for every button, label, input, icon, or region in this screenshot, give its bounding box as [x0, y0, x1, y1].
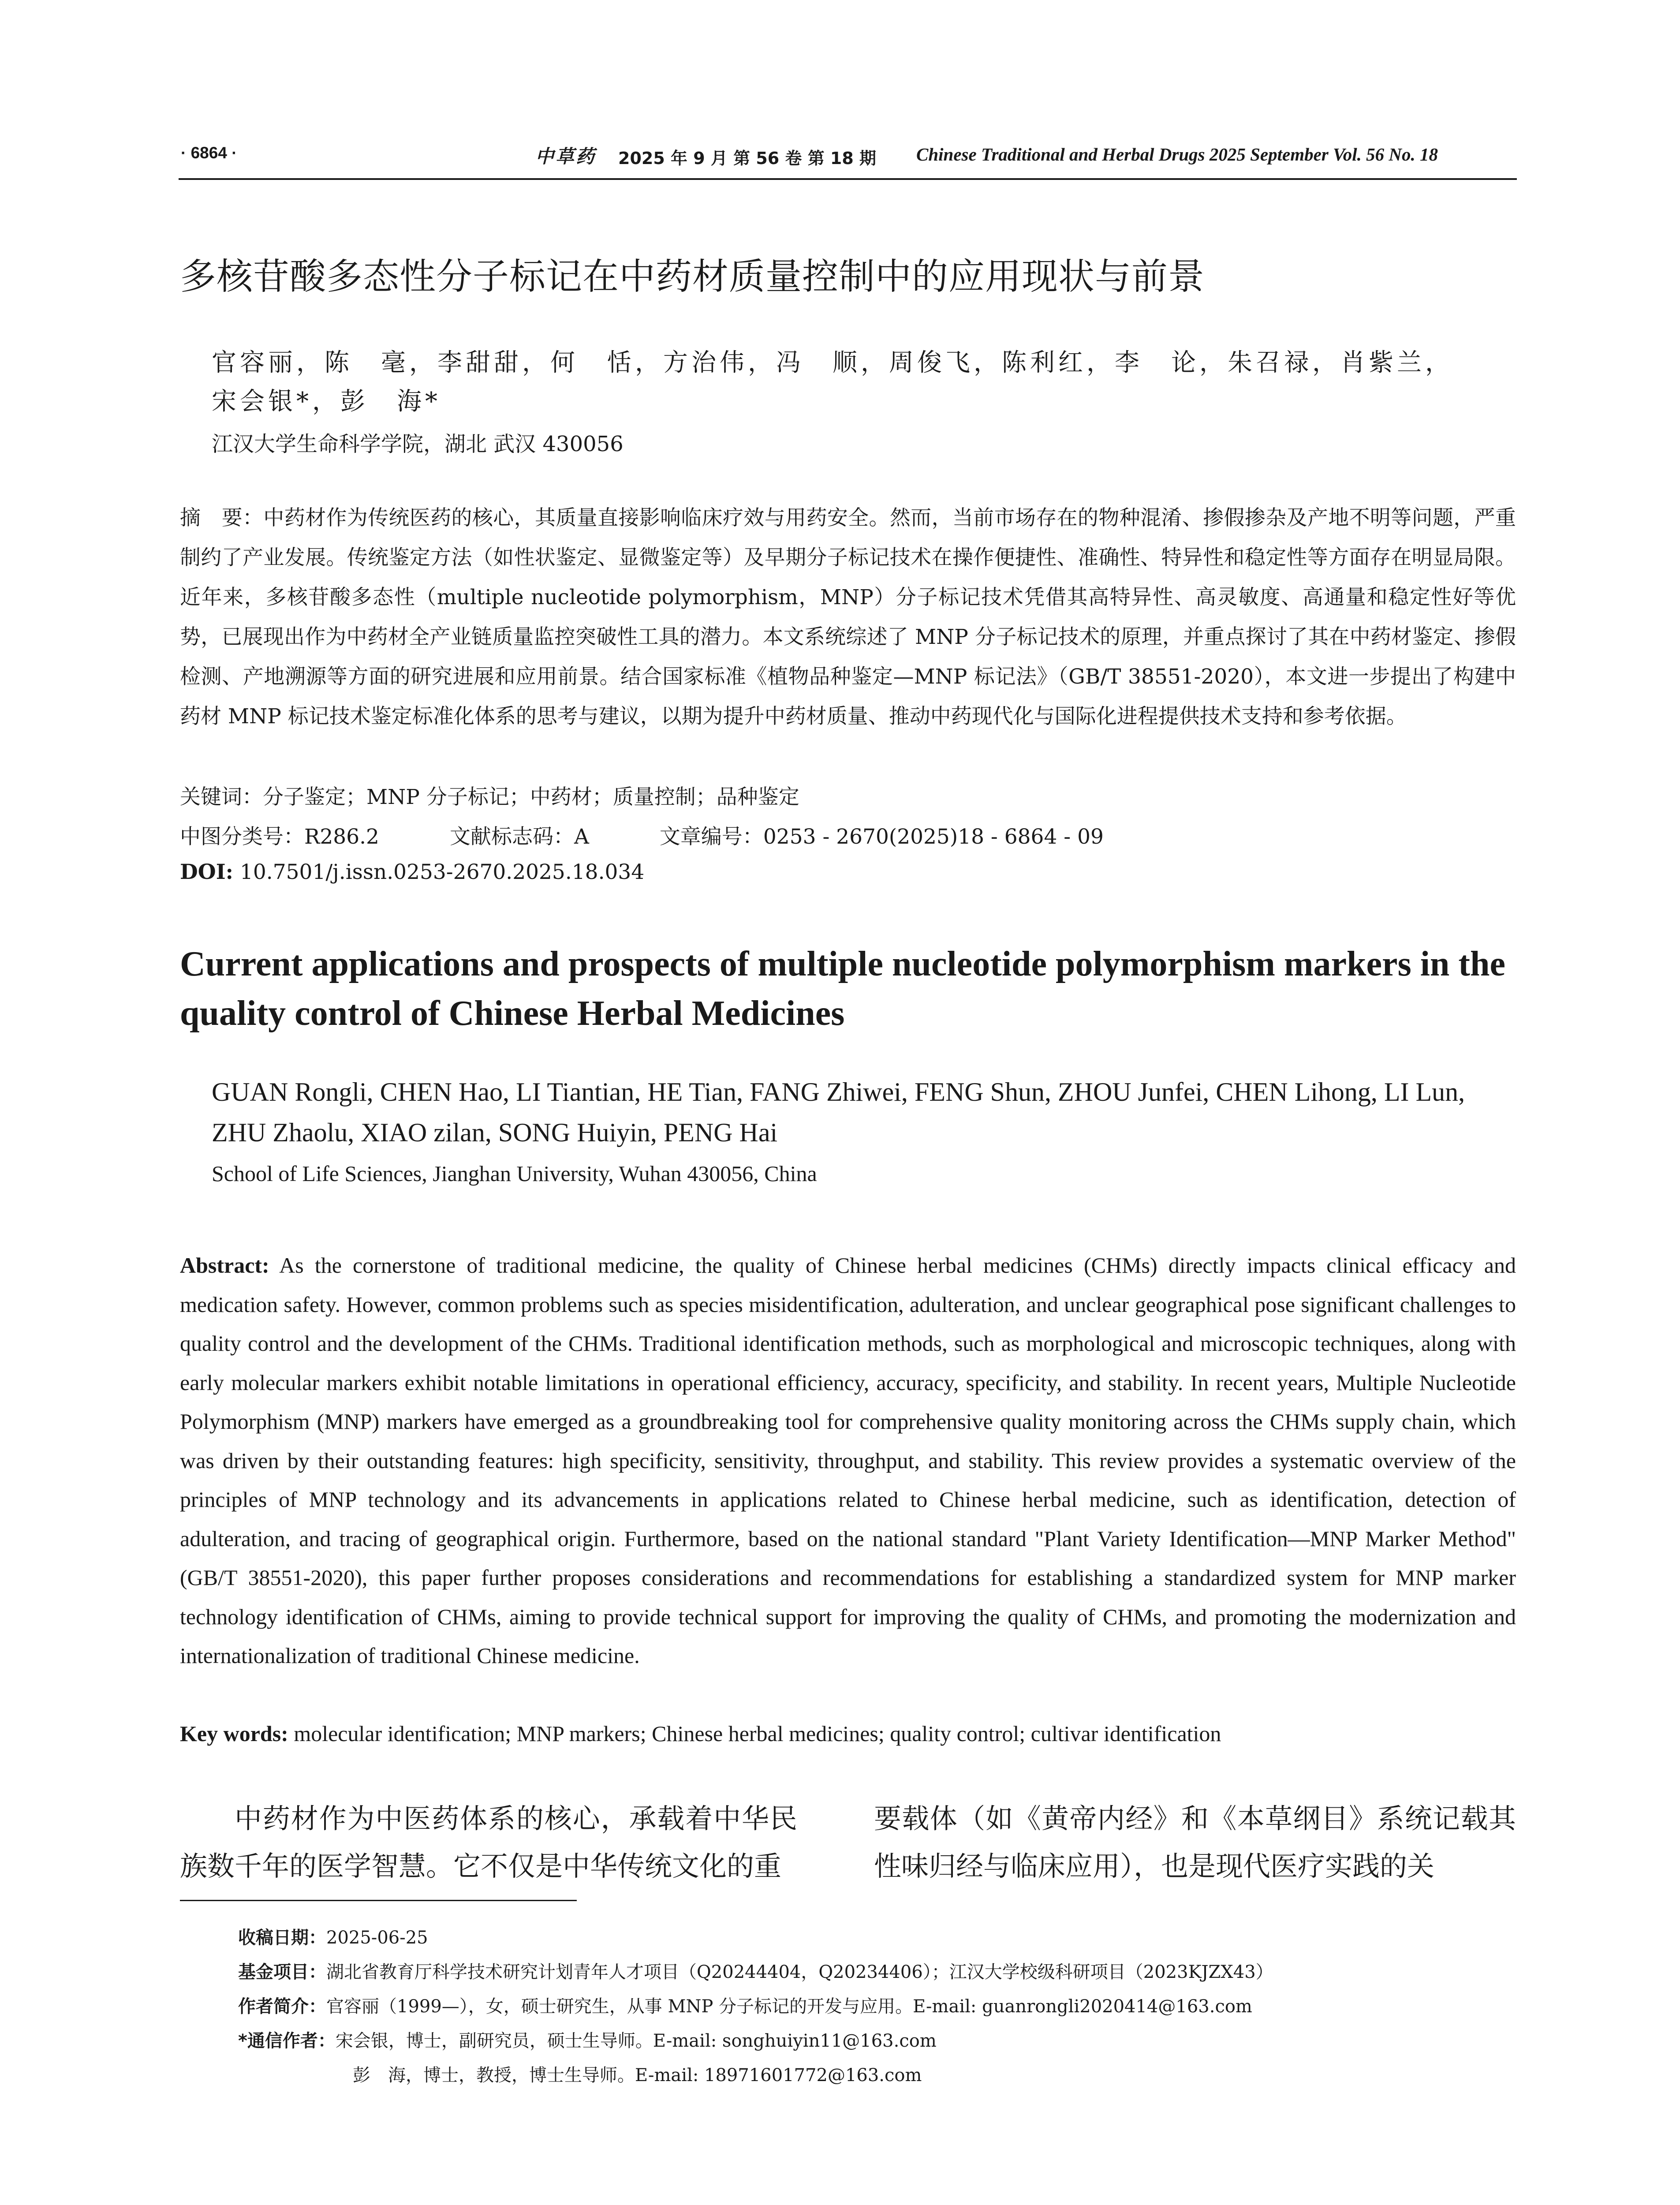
footnote-received	[238, 1924, 428, 1949]
footnote-corresponding-1	[238, 2027, 937, 2052]
article-title-en: Current applications and prospects of multiple nucleotide polymorphism markers in the quality control of Chinese Herbal Medicines	[180, 945, 1506, 1033]
author-bio-value: 官容丽（1999—），女，硕士研究生，从事 MNP 分子标记的开发与应用。E-mail: guanrongli2020414@163.com	[326, 1996, 1252, 2017]
authors-cn-line2: 宋会银*，彭 海*	[212, 387, 441, 416]
header-rule	[179, 178, 1517, 180]
footnote-corresponding-2: 彭 海，博士，教授，博士生导师。E-mail: 18971601772@163.com	[353, 2065, 922, 2085]
funding-label: 基金项目：	[238, 1962, 326, 1982]
journal-name-cn: 中草药	[535, 146, 597, 167]
corresponding-value-1: 宋会银，博士，副研究员，硕士生导师。E-mail: songhuiyin11@163.com	[335, 2031, 937, 2051]
authors-cn-line1: 官容丽，陈 毫，李甜甜，何 恬，方治伟，冯 顺，周俊飞，陈利红，李 论，朱召禄，肖紫兰，	[212, 348, 1453, 377]
funding-value: 湖北省教育厅科学技术研究计划青年人才项目（Q20244404，Q20234406）；江汉大学校级科研项目（2023KJZX43）	[326, 1962, 1273, 1982]
abstract-cn	[180, 498, 1516, 776]
article-number-value: 0253 - 2670(2025)18 - 6864 - 09	[763, 825, 1104, 849]
running-header	[181, 140, 1504, 176]
doi-value[interactable]: 10.7501/j.issn.0253-2670.2025.18.034	[233, 860, 645, 884]
affiliation-cn: 江汉大学生命科学学院，湖北 武汉 430056	[212, 432, 623, 456]
article-title-cn: 多核苷酸多态性分子标记在中药材质量控制中的应用现状与前景	[180, 256, 1205, 298]
page-number: · 6864 ·	[181, 144, 237, 162]
doc-code-value: A	[574, 825, 589, 849]
footnote-rule	[180, 1900, 577, 1901]
doi-label: DOI:	[180, 860, 234, 884]
received-label: 收稿日期：	[238, 1928, 326, 1948]
doc-code-label: 文献标志码：	[449, 825, 574, 849]
keywords-en	[180, 1721, 1221, 1746]
author-bio-label: 作者简介：	[238, 1996, 326, 2017]
corresponding-label: *通信作者：	[238, 2031, 336, 2051]
keywords-cn	[180, 781, 799, 810]
doi-line	[180, 860, 644, 884]
authors-en: GUAN Rongli, CHEN Hao, LI Tiantian, HE Tian, FANG Zhiwei, FENG Shun, ZHOU Junfei, CHEN Lihong, LI Lun, ZHU Zhaolu, XIAO zilan, SONG Huiyin, PENG Hai	[212, 1077, 1465, 1147]
abstract-en-label: Abstract:	[180, 1253, 269, 1278]
body-column-left: 中药材作为中医药体系的核心，承载着中华民族数千年的医学智慧。它不仅是中华传统文化的重	[180, 1802, 797, 1882]
keywords-en-text: molecular identification; MNP markers; Chinese herbal medicines; quality control; cultivar identification	[288, 1721, 1221, 1746]
clc-value: R286.2	[304, 825, 379, 849]
abstract-cn-text: 中药材作为传统医药的核心，其质量直接影响临床疗效与用药安全。然而，当前市场存在的物种混淆、掺假掺杂及产地不明等问题，严重制约了产业发展。传统鉴定方法（如性状鉴定、显微鉴定等）及早期分子标记技术在操作便捷性、准确性、特异性和稳定性等方面存在明显局限。近年来，多核苷酸多态性（multiple nucleotide polymorphism，MNP）分子标记技术凭借其高特异性、高灵敏度、高通量和稳定性好等优势，已展现出作为中药材全产业链质量监控突破性工具的潜力。本文系统综述了 MNP 分子标记技术的原理，并重点探讨了其在中药材鉴定、掺假检测、产地溯源等方面的研究进展和应用前景。结合国家标准《植物品种鉴定—MNP 标记法》（GB/T 38551-2020），本文进一步提出了构建中药材 MNP 标记技术鉴定标准化体系的思考与建议，以期为提升中药材质量、推动中药现代化与国际化进程提供技术支持和参考依据。	[180, 506, 1516, 729]
abstract-cn-label: 摘 要：	[180, 506, 264, 530]
footnote-funding	[238, 1958, 1273, 1983]
body-column-right: 要载体（如《黄帝内经》和《本草纲目》系统记载其性味归经与临床应用），也是现代医疗实践的关	[874, 1802, 1516, 1882]
classification-line	[180, 820, 1104, 850]
affiliation-en: School of Life Sciences, Jianghan University, Wuhan 430056, China	[212, 1161, 817, 1186]
issue-info-en: Chinese Traditional and Herbal Drugs 2025 September Vol. 56 No. 18	[916, 144, 1438, 164]
article-number-label: 文章编号：	[659, 825, 763, 849]
issue-info-cn: 2025 年 9 月 第 56 卷 第 18 期	[618, 149, 877, 168]
keywords-cn-text: 分子鉴定；MNP 分子标记；中药材；质量控制；品种鉴定	[263, 785, 799, 809]
abstract-en-text: As the cornerstone of traditional medicine, the quality of Chinese herbal medicines (CHMs) directly impacts clinical efficacy and medication safety. However, common problems such as species misidentification, adulteration, and unclear geographical pose significant challenges to quality control and the development of the CHMs. Traditional identification methods, such as morphological and microscopic techniques, along with early molecular markers exhibit notable limitations in operational efficiency, accuracy, specificity, and stability. In recent years, Multiple Nucleotide Polymorphism (MNP) markers have emerged as a groundbreaking tool for comprehensive quality monitoring across the CHMs supply chain, which was driven by their outstanding features: high specificity, sensitivity, throughput, and stability. This review provides a systematic overview of the principles of MNP technology and its advancements in applications related to Chinese herbal medicine, such as identification, detection of adulteration, and tracing of geographical origin. Furthermore, based on the national standard "Plant Variety Identification—MNP Marker Method" (GB/T 38551-2020), this paper further proposes considerations and recommendations for establishing a standardized system for MNP marker technology identification of CHMs, aiming to provide technical support for improving the quality of CHMs, and promoting the modernization and internationalization of traditional Chinese medicine.	[180, 1253, 1516, 1668]
keywords-cn-label: 关键词：	[180, 785, 263, 809]
received-value: 2025-06-25	[326, 1928, 428, 1948]
clc-label: 中图分类号：	[180, 825, 304, 849]
keywords-en-label: Key words:	[180, 1721, 288, 1746]
abstract-en	[180, 1246, 1516, 1675]
footnote-author-bio	[238, 1992, 1252, 2018]
